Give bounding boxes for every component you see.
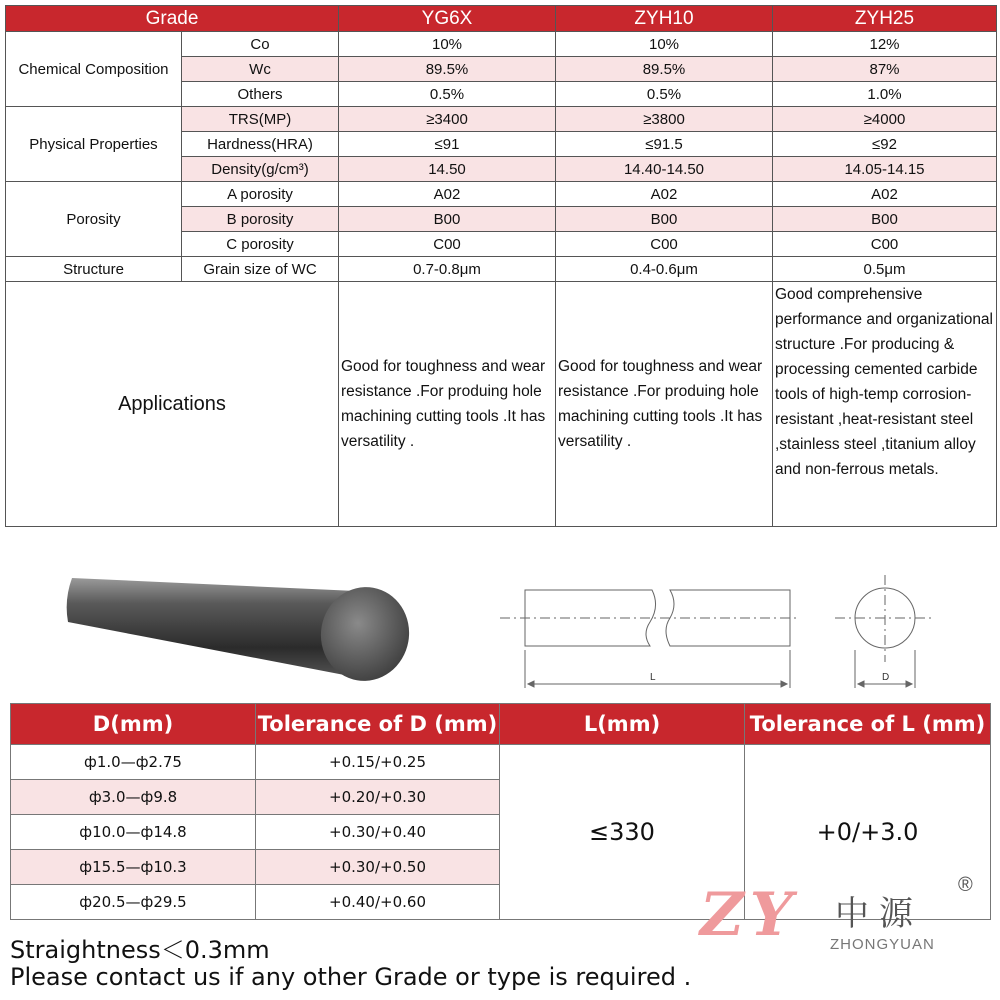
application-yg6x: Good for toughness and wear resistance .For produing hole machining cutting tools .It has versatility . — [339, 282, 556, 527]
cell-value: 14.40-14.50 — [556, 157, 773, 182]
table-row — [6, 257, 997, 282]
zhongyuan-logo — [700, 870, 980, 960]
registered-mark: ® — [958, 874, 973, 896]
cell-value: 10% — [339, 32, 556, 57]
header-grade: Grade — [6, 6, 339, 32]
application-zyh10: Good for toughness and wear resistance .For produing hole machining cutting tools .It has versatility . — [556, 282, 773, 527]
cell-value: A02 — [339, 182, 556, 207]
diameter-range: ф3.0—ф9.8 — [11, 780, 256, 815]
logo-letters: ZY — [700, 880, 799, 950]
row-label: C porosity — [182, 232, 339, 257]
cell-value: 87% — [773, 57, 997, 82]
length-tolerance: +0/+3.0 — [745, 745, 991, 920]
header-diameter: D(mm) — [11, 704, 256, 745]
cell-value: 0.5% — [339, 82, 556, 107]
cell-value: ≤92 — [773, 132, 997, 157]
header-length: L(mm) — [500, 704, 745, 745]
carbide-rod-image — [60, 560, 420, 690]
group-chemical-composition: Chemical Composition — [6, 32, 182, 107]
table-row — [11, 745, 991, 780]
cell-value: 89.5% — [339, 57, 556, 82]
cell-value: C00 — [556, 232, 773, 257]
cell-value: 0.7-0.8μm — [339, 257, 556, 282]
cell-value: ≤91.5 — [556, 132, 773, 157]
header-zyh10: ZYH10 — [556, 6, 773, 32]
cell-value: 0.4-0.6μm — [556, 257, 773, 282]
cell-value: 0.5μm — [773, 257, 997, 282]
logo-english-name: ZHONGYUAN — [830, 936, 935, 953]
length-label: L — [650, 672, 656, 683]
diameter-tolerance: +0.30/+0.40 — [256, 815, 500, 850]
cell-value: ≤91 — [339, 132, 556, 157]
header-tolerance-d: Tolerance of D (mm) — [256, 704, 500, 745]
contact-note: Please contact us if any other Grade or type is required . — [10, 963, 692, 991]
cell-value: 14.50 — [339, 157, 556, 182]
cell-value: B00 — [773, 207, 997, 232]
cell-value: ≥4000 — [773, 107, 997, 132]
group-applications: Applications — [6, 282, 339, 527]
cell-value: B00 — [556, 207, 773, 232]
diameter-label: D — [882, 672, 890, 683]
logo-chinese-name: 中源 — [835, 894, 923, 934]
row-label: Density(g/cm³) — [182, 157, 339, 182]
header-zyh25: ZYH25 — [773, 6, 997, 32]
header-tolerance-l: Tolerance of L (mm) — [745, 704, 991, 745]
cell-value: B00 — [339, 207, 556, 232]
diameter-range: ф10.0—ф14.8 — [11, 815, 256, 850]
group-porosity: Porosity — [6, 182, 182, 257]
cell-value: C00 — [773, 232, 997, 257]
row-label: B porosity — [182, 207, 339, 232]
application-zyh25: Good comprehensive performance and organizational structure .For producing & processing cemented carbide tools of high-temp corrosion-resistant ,heat-resistant steel ,stainless steel ,titanium alloy and non-ferrous metals. — [773, 282, 997, 527]
row-label: Grain size of WC — [182, 257, 339, 282]
diameter-tolerance: +0.40/+0.60 — [256, 885, 500, 920]
cell-value: 0.5% — [556, 82, 773, 107]
cell-value: ≥3400 — [339, 107, 556, 132]
row-label: Wc — [182, 57, 339, 82]
length-value: ≤330 — [500, 745, 745, 920]
cell-value: A02 — [773, 182, 997, 207]
cell-value: ≥3800 — [556, 107, 773, 132]
table-row — [6, 182, 997, 207]
applications-row — [6, 282, 997, 527]
diameter-range: ф15.5—ф10.3 — [11, 850, 256, 885]
diameter-range: ф20.5—ф29.5 — [11, 885, 256, 920]
row-label: Hardness(HRA) — [182, 132, 339, 157]
cell-value: A02 — [556, 182, 773, 207]
table-row — [6, 107, 997, 132]
group-physical-properties: Physical Properties — [6, 107, 182, 182]
cell-value: 89.5% — [556, 57, 773, 82]
cell-value: C00 — [339, 232, 556, 257]
straightness-note: Straightness＜0.3mm — [10, 936, 270, 964]
cell-value: 14.05-14.15 — [773, 157, 997, 182]
row-label: A porosity — [182, 182, 339, 207]
cell-value: 10% — [556, 32, 773, 57]
cell-value: 12% — [773, 32, 997, 57]
group-structure: Structure — [6, 257, 182, 282]
rod-dimension-drawing — [500, 570, 945, 690]
row-label: Co — [182, 32, 339, 57]
diameter-tolerance: +0.30/+0.50 — [256, 850, 500, 885]
diameter-range: ф1.0—ф2.75 — [11, 745, 256, 780]
table-row — [6, 32, 997, 57]
row-label: Others — [182, 82, 339, 107]
cell-value: 1.0% — [773, 82, 997, 107]
row-label: TRS(MP) — [182, 107, 339, 132]
header-yg6x: YG6X — [339, 6, 556, 32]
diameter-tolerance: +0.15/+0.25 — [256, 745, 500, 780]
diameter-tolerance: +0.20/+0.30 — [256, 780, 500, 815]
grade-spec-table — [5, 5, 997, 527]
